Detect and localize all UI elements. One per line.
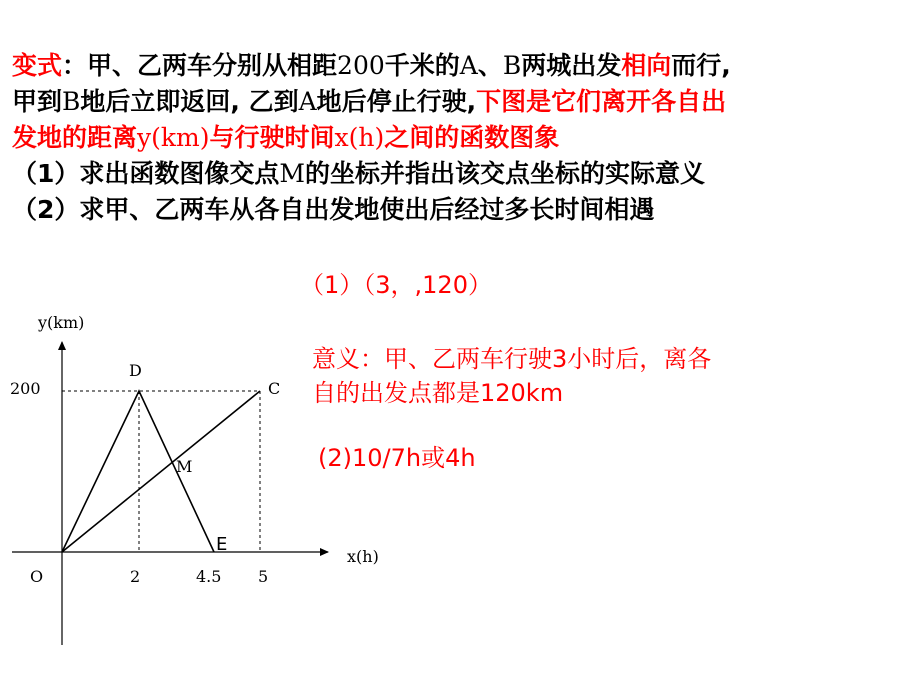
problem-line-3: 发地的距离y(km)与行驶时间x(h)之间的函数图象 (12, 123, 560, 152)
point-d-label: D (129, 361, 142, 380)
problem-line-2: 甲到B地后立即返回, 乙到A地后停止行驶,下图是它们离开各自出 (12, 87, 727, 116)
x-tick-4.5: 4.5 (196, 567, 222, 586)
y-tick-200: 200 (10, 379, 41, 398)
answer-1: （1）（3，,120） (300, 271, 492, 299)
question-1: （1）求出函数图像交点M的坐标并指出该交点坐标的实际意义 (12, 159, 706, 188)
point-c-label: C (268, 379, 281, 398)
x-tick-2: 2 (130, 567, 141, 586)
meaning-line-2: 自的出发点都是120km (312, 379, 564, 407)
point-m-label: M (176, 457, 193, 476)
function-graph (0, 300, 420, 670)
meaning-line-1: 意义：甲、乙两车行驶3小时后，离各 (312, 345, 712, 373)
x-axis-label: x(h) (347, 547, 379, 566)
point-e-label: E (216, 534, 228, 555)
variant-label: 变式 (12, 51, 63, 80)
car-yi-path (62, 391, 260, 552)
problem-line-1: 变式：甲、乙两车分别从相距200千米的A、B两城出发相向而行, (12, 51, 731, 80)
x-tick-5: 5 (258, 567, 269, 586)
origin-label: O (30, 567, 44, 586)
question-2: （2）求甲、乙两车从各自出发地使出后经过多长时间相遇 (12, 195, 655, 224)
answer-2: (2)10/7h或4h (318, 444, 476, 472)
y-axis-label: y(km) (38, 313, 85, 332)
problem-statement (12, 48, 892, 228)
